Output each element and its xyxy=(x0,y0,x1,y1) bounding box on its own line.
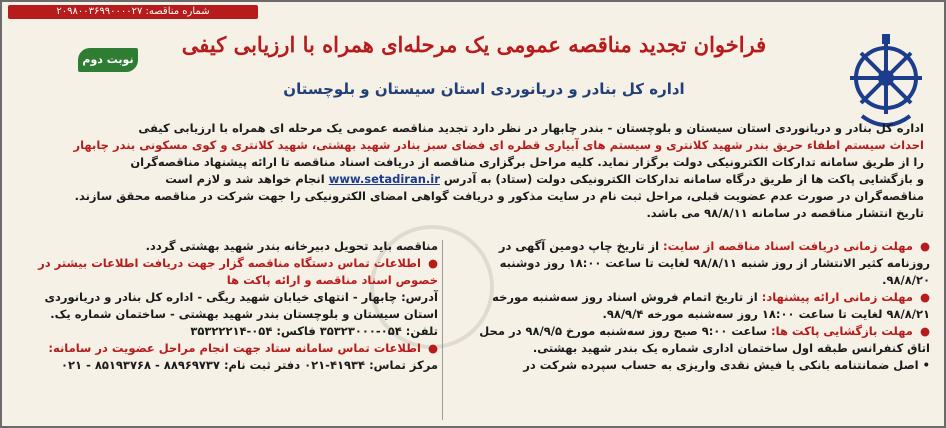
bullet-icon: ● xyxy=(919,239,930,253)
opening-time xyxy=(460,323,930,357)
guarantee-text: اصل ضمانتنامه بانکی یا فیش نقدی واریزی به حساب سپرده شرکت در xyxy=(523,358,919,372)
bullet-icon: ● xyxy=(427,256,438,270)
contact-label: اطلاعات تماس دستگاه مناقصه گزار جهت دریافت اطلاعات بیشتر در خصوص اسناد مناقصه و ارائه پاکت ها xyxy=(38,256,438,287)
round-badge: نوبت دوم xyxy=(78,48,138,72)
notice-title: فراخوان تجدید مناقصه عمومی یک مرحله‌ای همراه با ارزیابی کیفی xyxy=(181,32,767,57)
opening-time-text: ساعت ۹:۰۰ صبح روز سه‌شنبه مورخ ۹۸/۹/۵ در محل اتاق کنفرانس طبقه اول ساختمان اداری شماره یک بندر شهید بهشتی. xyxy=(479,324,930,355)
intro-paragraph xyxy=(24,120,924,222)
tender-number-badge: شماره مناقصه: ۲۰۹۸۰۰۳۶۹۹۰۰۰۰۲۷ xyxy=(8,5,258,19)
setad-website-link[interactable]: www.setadiran.ir xyxy=(328,172,440,186)
opening-time-label: مهلت بازگشایی پاکت ها: xyxy=(771,324,913,338)
intro-line-4 xyxy=(24,171,924,188)
doc-deadline-label: مهلت زمانی دریافت اسناد مناقصه از سایت: xyxy=(663,239,913,253)
intro-line-4-pre: و بازگشایی پاکت ها از طریق درگاه سامانه تدارکات الکترونیکی دولت (ستاد) به آدرس xyxy=(443,172,924,186)
contact-heading xyxy=(18,255,438,289)
bullet-icon: ● xyxy=(919,290,930,304)
setad-label: اطلاعات تماس سامانه ستاد جهت انجام مراحل عضویت در سامانه: xyxy=(48,341,421,355)
delivery-text: مناقصه باید تحویل دبیرخانه بندر شهید بهشتی گردد. xyxy=(145,239,438,253)
bullet-icon: ● xyxy=(427,341,438,355)
contact-column xyxy=(18,238,438,374)
bid-deadline xyxy=(460,289,930,323)
organization-name: اداره کل بنادر و دریانوردی استان سیستان و بلوچستان xyxy=(283,80,685,98)
project-description: احداث سیستم اطفاء حریق بندر شهید کلانتری و سیستم های آبیاری قطره ای فضای سبز بنادر شهید بهشتی، شهید کلانتری و کوی مسکونی بندر چابهار xyxy=(73,138,924,152)
schedule-column xyxy=(460,238,930,374)
doc-deadline-text: از تاریخ چاپ دومین آگهی در روزنامه کثیر الانتشار از روز شنبه ۹۸/۸/۱۱ لغایت تا ساعت ۱۸:۰۰ روز دوشنبه ۹۸/۸/۲۰. xyxy=(498,239,930,287)
bullet-icon: ● xyxy=(919,324,930,338)
intro-line-3: را از طریق سامانه تدارکات الکترونیکی دولت برگزار نماید. کلیه مراحل برگزاری مناقصه از دریافت اسناد مناقصه تا ارائه پیشنهاد مناقصه‌گران xyxy=(130,155,924,169)
bid-deadline-label: مهلت زمانی ارائه پیشنهاد: xyxy=(761,290,913,304)
column-divider xyxy=(442,240,443,420)
dot-icon: • xyxy=(918,358,930,372)
setad-heading xyxy=(18,340,438,357)
publish-date: تاریخ انتشار مناقصه در سامانه ۹۸/۸/۱۱ می باشد. xyxy=(646,206,924,220)
guarantee-note xyxy=(460,357,930,374)
intro-line-4-post: انجام خواهد شد و لازم است xyxy=(165,172,325,186)
phone-fax: تلفن: ۰۵۴-۳۵۳۲۳۰۰۰ فاکس: ۰۵۴-۳۵۳۲۲۲۱۴ xyxy=(190,324,438,338)
setad-phone: مرکز تماس: ۴۱۹۳۴-۰۲۱ دفتر ثبت نام: ۸۸۹۶۹۷۳۷ - ۸۵۱۹۳۷۶۸ - ۰۲۱ xyxy=(61,358,438,372)
doc-deadline xyxy=(460,238,930,289)
bid-deadline-text: از تاریخ اتمام فروش اسناد روز سه‌شنبه مورخه ۹۸/۸/۲۱ لغایت تا ساعت ۱۸:۰۰ روز سه‌شنبه مورخه ۹۸/۹/۴. xyxy=(492,290,930,321)
intro-line-5: مناقصه‌گران در صورت عدم عضویت قبلی، مراحل ثبت نام در سایت مذکور و دریافت گواهی امضای الکترونیکی را جهت شرکت در مناقصه محقق سازند. xyxy=(74,189,924,203)
address: آدرس: چابهار - انتهای خیابان شهید ریگی - اداره کل بنادر و دریانوردی استان سیستان و بلوچستان بندر شهید بهشتی - ساختمان شماره یک. xyxy=(44,290,438,321)
intro-line-1: اداره کل بنادر و دریانوردی استان سیستان و بلوچستان - بندر چابهار در نظر دارد تجدید مناقصه عمومی یک مرحله ای همراه با ارزیابی کیفی xyxy=(138,121,924,135)
